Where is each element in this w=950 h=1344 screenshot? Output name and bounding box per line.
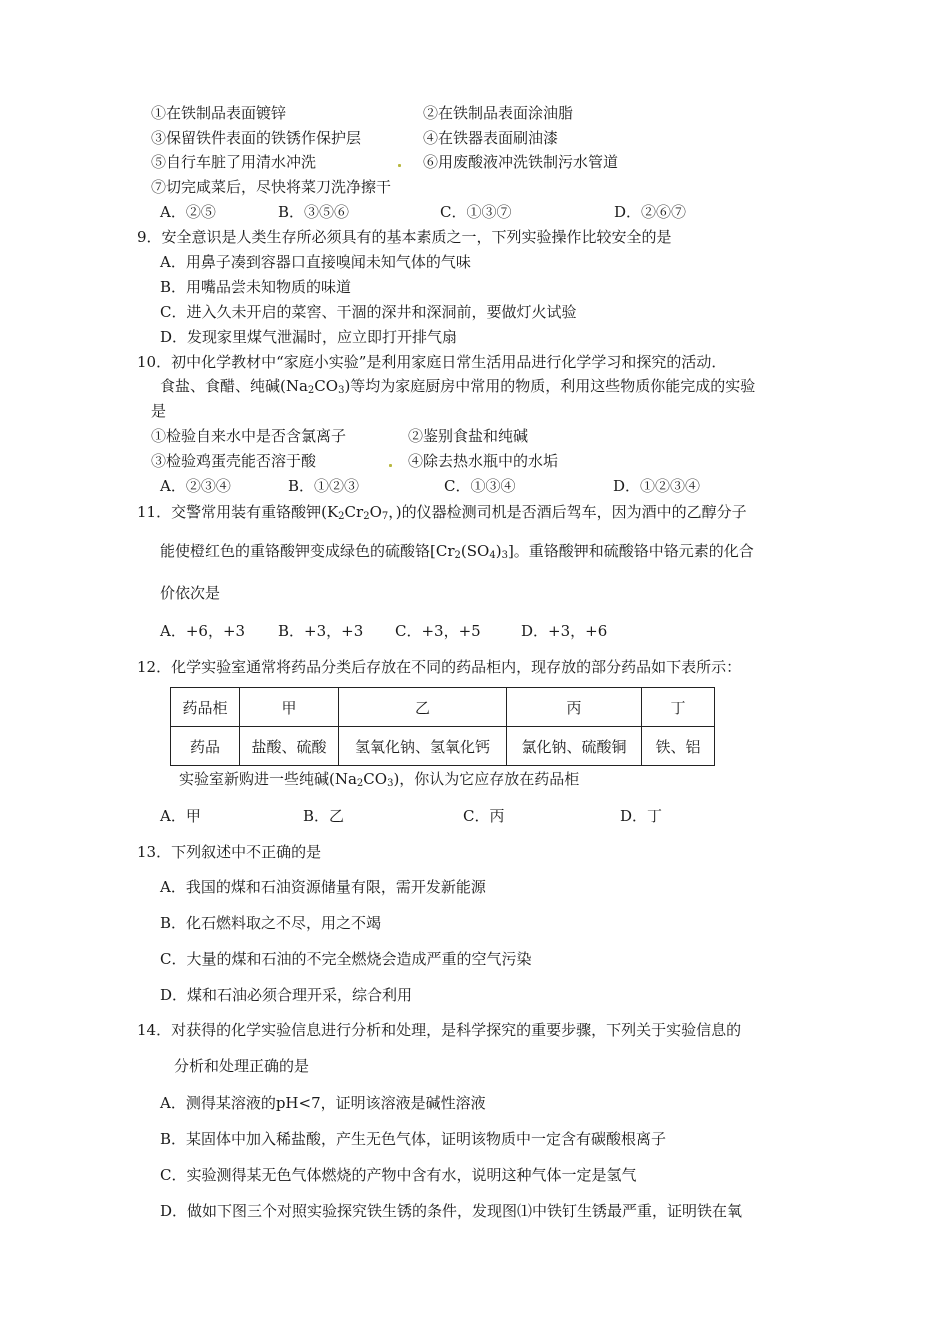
q8-option-5: ⑤自行车脏了用清水冲洗: [151, 153, 317, 171]
q8-option-4: ④在铁器表面刷油漆: [423, 129, 559, 147]
q11-stem-line1: 11．交警常用装有重铬酸钾($K_2Cr_2O_7$，)的仪器检测司机是否酒后驾车，因为酒中的乙醇分子: [137, 503, 747, 522]
table-cell: 氯化钠、硫酸铜: [507, 727, 642, 766]
q11-choice-b: B．+3，+3: [278, 622, 364, 640]
q10-stem-line2: 食盐、食醋、纯碱$(Na_2CO_3)$等均为家庭厨房中常用的物质，利用这些物质你能完成的实验: [160, 377, 756, 396]
table-header-row: [171, 688, 715, 727]
q11-stem-line2: 能使橙红色的重铬酸钾变成绿色的硫酸铬$[Cr_2(SO_4)_3]$。重铬酸钾和硫酸铬中铬元素的化合: [160, 542, 754, 561]
q13-stem: 13．下列叙述中不正确的是: [137, 843, 322, 861]
table-cell: 药品柜: [171, 688, 240, 727]
q8-option-1: ①在铁制品表面镀锌: [151, 104, 287, 122]
table-row: [171, 727, 715, 766]
q8-choice-c: C．①③⑦: [440, 203, 512, 221]
reagent-cabinet-table: [170, 687, 715, 766]
table-cell: 药品: [171, 727, 240, 766]
q13-choice-a: A．我国的煤和石油资源储量有限，需开发新能源: [160, 878, 486, 896]
q10-option-4: ④除去热水瓶中的水垢: [408, 452, 559, 470]
q11-choice-c: C．+3，+5: [395, 622, 481, 640]
q14-stem-line2: 分析和处理正确的是: [174, 1057, 310, 1075]
table-cell: 甲: [240, 688, 339, 727]
q10-choice-d: D．①②③④: [613, 477, 701, 495]
q10-stem-line1: 10．初中化学教材中“家庭小实验”是利用家庭日常生活用品进行化学学习和探究的活动．: [137, 353, 727, 371]
q8-option-2: ②在铁制品表面涂油脂: [423, 104, 574, 122]
table-cell: 氢氧化钠、氢氧化钙: [339, 727, 507, 766]
q9-choice-d: D．发现家里煤气泄漏时，应立即打开排气扇: [160, 328, 458, 346]
q10-option-3: ③检验鸡蛋壳能否溶于酸: [151, 452, 317, 470]
q11-choice-d: D．+3，+6: [521, 622, 608, 640]
q12-stem: 12．化学实验室通常将药品分类后存放在不同的药品柜内，现存放的部分药品如下表所示：: [137, 658, 742, 676]
q14-choice-a: A．测得某溶液的pH<7，证明该溶液是碱性溶液: [160, 1094, 486, 1112]
q10-choice-b: B．①②③: [288, 477, 360, 495]
q14-choice-c: C．实验测得某无色气体燃烧的产物中含有水，说明这种气体一定是氢气: [160, 1166, 637, 1184]
table-cell: 乙: [339, 688, 507, 727]
table-cell: 丁: [642, 688, 715, 727]
q12-choice-b: B．乙: [303, 807, 345, 825]
table-cell: 铁、铝: [642, 727, 715, 766]
q9-choice-b: B．用嘴品尝未知物质的味道: [160, 278, 352, 296]
q13-choice-d: D．煤和石油必须合理开采，综合利用: [160, 986, 413, 1004]
q10-option-2: ②鉴别食盐和纯碱: [408, 427, 529, 445]
q10-option-1: ①检验自来水中是否含氯离子: [151, 427, 347, 445]
q14-stem-line1: 14．对获得的化学实验信息进行分析和处理，是科学探究的重要步骤，下列关于实验信息的: [137, 1021, 742, 1039]
q8-choice-b: B．③⑤⑥: [278, 203, 350, 221]
q12-question: 实验室新购进一些纯碱$(Na_2CO_3)$，你认为它应存放在药品柜: [179, 770, 580, 789]
stray-mark: [398, 164, 401, 167]
q14-choice-d: D．做如下图三个对照实验探究铁生锈的条件，发现图⑴中铁钉生锈最严重，证明铁在氧: [160, 1202, 743, 1220]
q8-option-3: ③保留铁件表面的铁锈作保护层: [151, 129, 362, 147]
q9-choice-c: C．进入久未开启的菜窖、干涸的深井和深洞前，要做灯火试验: [160, 303, 577, 321]
q8-option-6: ⑥用废酸液冲洗铁制污水管道: [423, 153, 619, 171]
q8-choice-d: D．②⑥⑦: [614, 203, 687, 221]
q10-stem-line3: 是: [151, 402, 167, 420]
q8-choice-a: A．②⑤: [160, 203, 216, 221]
q13-choice-c: C．大量的煤和石油的不完全燃烧会造成严重的空气污染: [160, 950, 532, 968]
table-cell: 盐酸、硫酸: [240, 727, 339, 766]
q10-choice-a: A．②③④: [160, 477, 231, 495]
q8-option-7: ⑦切完咸菜后，尽快将菜刀洗净擦干: [151, 178, 392, 196]
table-cell: 丙: [507, 688, 642, 727]
q13-choice-b: B．化石燃料取之不尽，用之不竭: [160, 914, 382, 932]
q12-choice-d: D．丁: [620, 807, 663, 825]
q9-choice-a: A．用鼻子凑到容器口直接嗅闻未知气体的气味: [160, 253, 471, 271]
q12-choice-c: C．丙: [463, 807, 505, 825]
q12-choice-a: A．甲: [160, 807, 201, 825]
q11-choice-a: A．+6，+3: [160, 622, 246, 640]
stray-mark: [389, 464, 392, 467]
q14-choice-b: B．某固体中加入稀盐酸，产生无色气体，证明该物质中一定含有碳酸根离子: [160, 1130, 667, 1148]
q10-choice-c: C．①③④: [444, 477, 516, 495]
q11-stem-line3: 价依次是: [160, 584, 221, 602]
q9-stem: 9．安全意识是人类生存所必须具有的基本素质之一，下列实验操作比较安全的是: [137, 228, 672, 246]
